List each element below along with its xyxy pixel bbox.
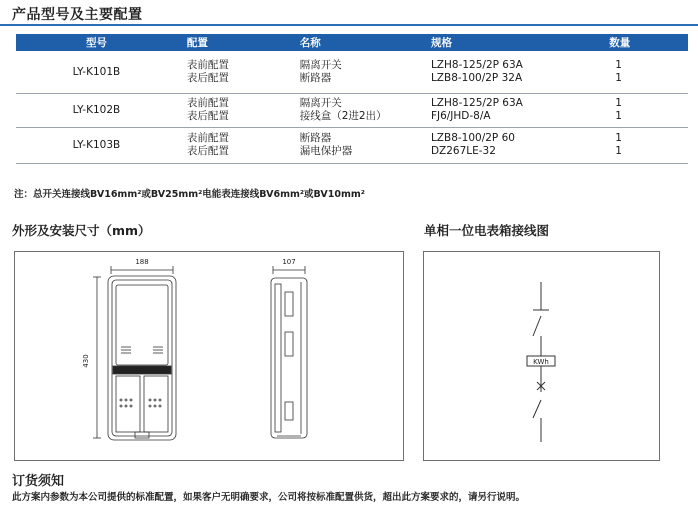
wiring-note: 注：总开关连接线BV16mm²或BV25mm²电能表连接线BV6mm²或BV10mm² — [14, 189, 365, 200]
header-model: 型号 — [16, 34, 177, 51]
kwh-meter-label: KWh — [533, 358, 549, 366]
model-cell: LY-K101B — [16, 51, 177, 93]
dimension-drawing — [14, 251, 404, 461]
config-cell: 表前配置 — [186, 58, 229, 71]
spec-cell: LZH8-125/2P 63A — [430, 58, 523, 71]
spec-table — [16, 34, 688, 164]
header-config: 配置 — [177, 34, 300, 51]
table-row — [16, 93, 688, 127]
qty-cell: 1 — [615, 132, 622, 144]
model-cell: LY-K103B — [16, 127, 177, 163]
spec-cell: FJ6/JHD-8/A — [430, 110, 491, 122]
dimensions-title: 外形及安装尺寸（mm） — [12, 223, 151, 238]
model-cell: LY-K102B — [16, 93, 177, 127]
name-cell: 漏电保护器 — [299, 145, 353, 157]
height-dimension-label: 430 — [82, 354, 90, 368]
header-qty: 数量 — [579, 34, 688, 51]
width-dimension-label: 188 — [135, 258, 149, 266]
config-cell: 表后配置 — [186, 110, 229, 122]
wiring-diagram — [423, 251, 660, 461]
header-name: 名称 — [300, 34, 431, 51]
table-row — [16, 127, 688, 163]
config-cell: 表前配置 — [186, 132, 229, 144]
name-cell: 隔离开关 — [299, 97, 342, 109]
name-cell: 隔离开关 — [299, 58, 342, 71]
qty-cell: 1 — [615, 71, 622, 84]
enclosure-drawing — [15, 252, 403, 460]
spec-cell: DZ267LE-32 — [430, 145, 496, 157]
spec-cell: LZH8-125/2P 63A — [430, 97, 523, 109]
table-row — [16, 51, 688, 93]
wiring-title: 单相一位电表箱接线图 — [424, 223, 550, 238]
config-cell: 表后配置 — [186, 71, 229, 84]
qty-cell: 1 — [615, 110, 622, 122]
config-cell: 表前配置 — [186, 97, 229, 109]
spec-cell: LZB8-100/2P 60 — [430, 132, 515, 144]
qty-cell: 1 — [615, 145, 622, 157]
page-title: 产品型号及主要配置 — [12, 7, 143, 23]
qty-cell: 1 — [615, 58, 622, 71]
name-cell: 断路器 — [299, 71, 332, 84]
title-divider — [0, 24, 698, 26]
ordering-title: 订货须知 — [12, 474, 65, 489]
qty-cell: 1 — [615, 97, 622, 109]
name-cell: 接线盒（2进2出） — [299, 110, 387, 122]
spec-cell: LZB8-100/2P 32A — [430, 71, 523, 84]
ordering-text: 此方案内参数为本公司提供的标准配置，如果客户无明确要求，公司将按标准配置供货，超出此方案要求的，请另行说明。 — [12, 492, 526, 503]
name-cell: 断路器 — [299, 132, 332, 144]
header-spec: 规格 — [431, 34, 579, 51]
wiring-schematic — [424, 252, 659, 460]
config-cell: 表后配置 — [186, 145, 229, 157]
table-header-row — [16, 34, 688, 51]
depth-dimension-label: 107 — [282, 258, 296, 266]
